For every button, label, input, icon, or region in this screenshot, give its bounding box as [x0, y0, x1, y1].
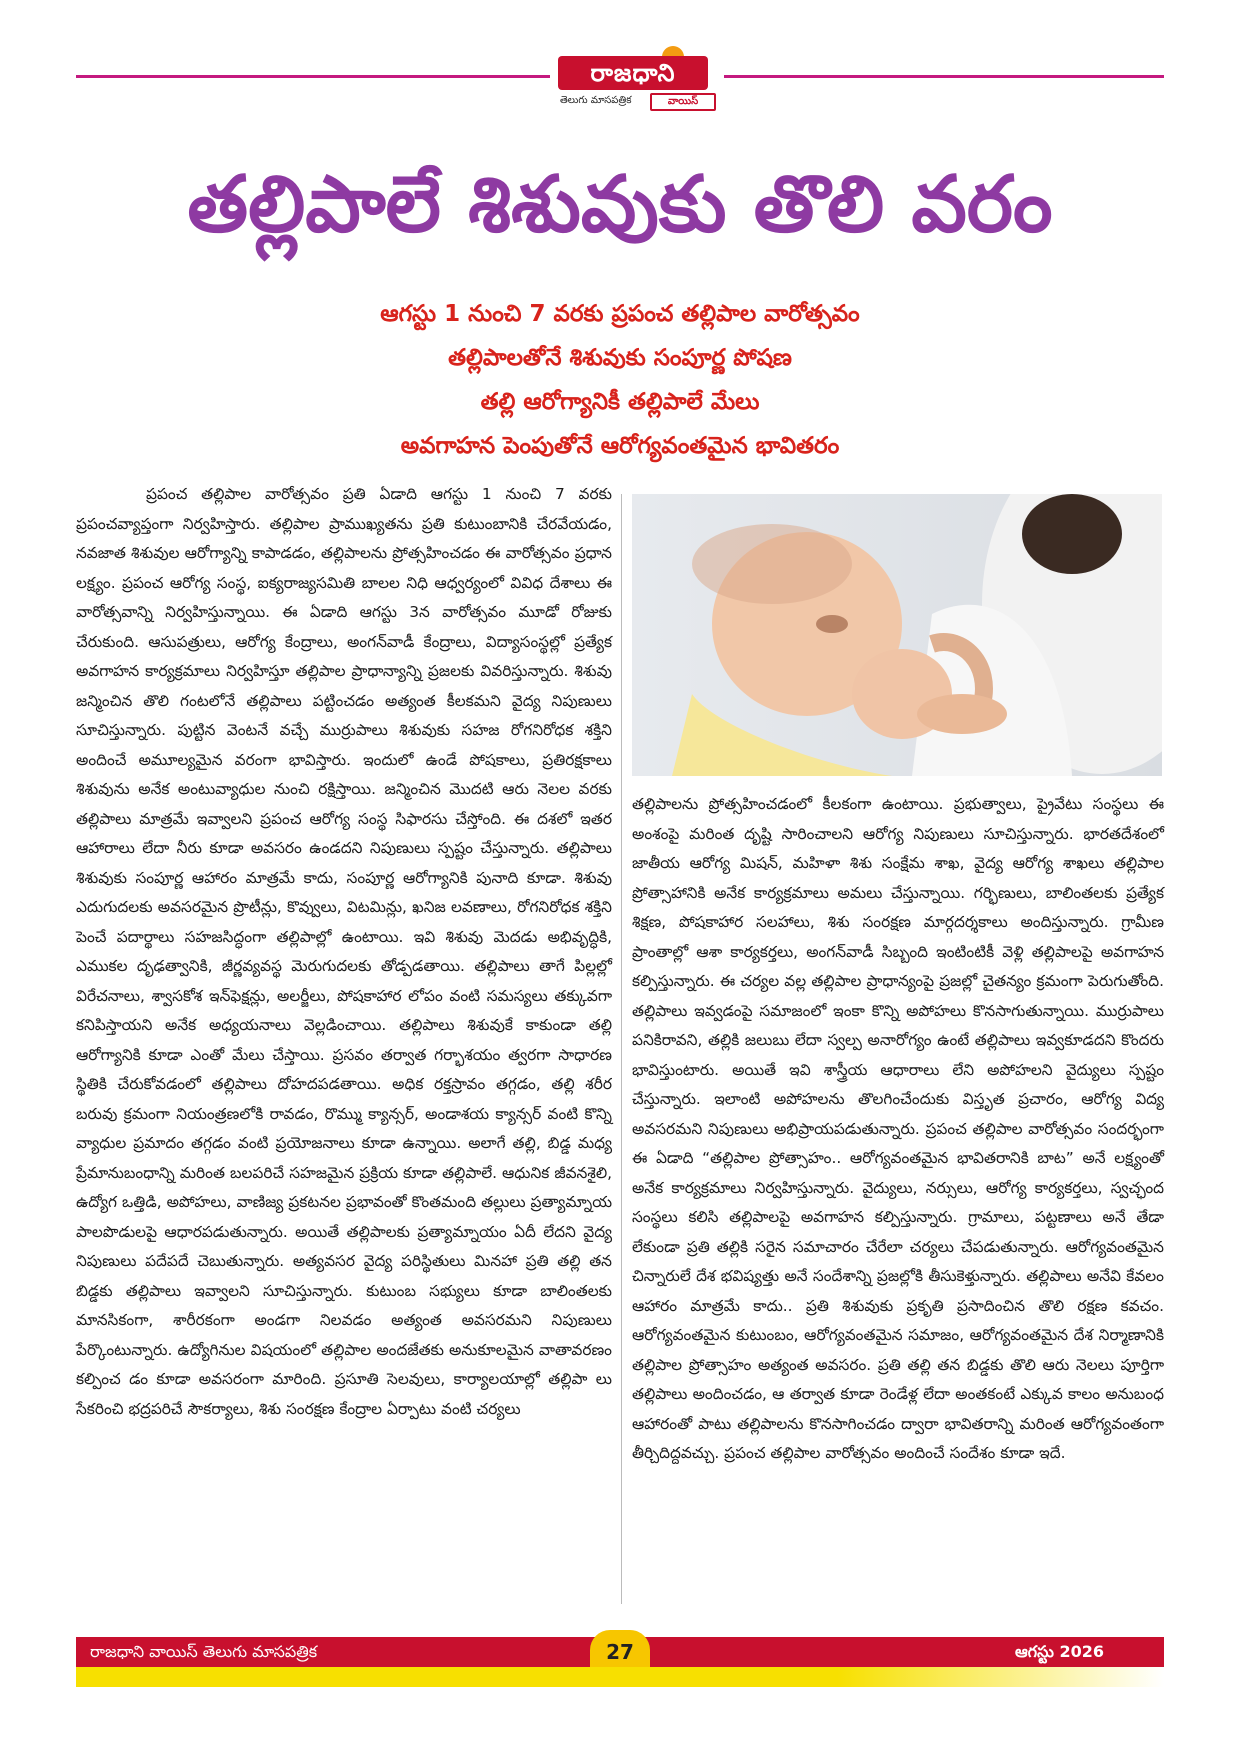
body-text-right: తల్లిపాలను ప్రోత్సహించడంలో కీలకంగా ఉంటాయి. ప్రభుత్వాలు, ప్రైవేటు సంస్థలు ఈ అంశంపై మరింత దృష్టి సారించాలని ఆరోగ్య నిపుణులు సూచిస్తున్నారు. భారతదేశంలో జాతీయ ఆరోగ్య మిషన్, మహిళా శిశు సంక్షేమ శాఖ, వైద్య ఆరోగ్య శాఖలు తల్లిపాల ప్రోత్సాహానికి అనేక కార్యక్రమాలు అమలు చేస్తున్నాయి. గర్భిణులు, బాలింతలకు ప్రత్యేక శిక్షణ, పోషకాహార సలహాలు, శిశు సంరక్షణ మార్గదర్శకాలు అందిస్తున్నారు. గ్రామీణ ప్రాంతాల్లో ఆశా కార్యకర్తలు, అంగన్‌వాడీ సిబ్బంది ఇంటింటికీ వెళ్లి తల్లిపాలపై అవగాహన కల్పిస్తున్నారు. ఈ చర్యల వల్ల తల్లిపాల ప్రాధాన్యంపై ప్రజల్లో చైతన్యం క్రమంగా పెరుగుతోంది. తల్లిపాలు ఇవ్వడంపై సమాజంలో ఇంకా కొన్ని అపోహలు కొనసాగుతున్నాయి. ముర్రుపాలు పనికిరావని, తల్లికి జలుబు లేదా స్వల్ప అనారోగ్యం ఉంటే తల్లిపాలు ఇవ్వకూడదని కొందరు భావిస్తుంటారు. అయితే ఇవి శాస్త్రీయ ఆధారాలు లేని అపోహలని వైద్యులు స్పష్టం చేస్తున్నారు. ఇలాంటి అపోహలను తొలగించేందుకు విస్తృత ప్రచారం, ఆరోగ్య విద్య అవసరమని నిపుణులు అభిప్రాయపడుతున్నారు. ప్రపంచ తల్లిపాల వారోత్సవం సందర్భంగా ఈ ఏడాది “తల్లిపాల ప్రోత్సాహం.. ఆరోగ్యవంతమైన భావితరానికి బాట” అనే లక్ష్యంతో అనేక కార్యక్రమాలు నిర్వహిస్తున్నారు. వైద్యులు, నర్సులు, ఆరోగ్య కార్యకర్తలు, స్వచ్ఛంద సంస్థలు కలిసి తల్లిపాలపై అవగాహన కల్పిస్తున్నారు. గ్రామాలు, పట్టణాలు అనే తేడా లేకుండా ప్రతి తల్లికి సరైన సమాచారం చేరేలా చర్యలు చేపడుతున్నారు. ఆరోగ్యవంతమైన చిన్నారులే దేశ భవిష్యత్తు అనే సందేశాన్ని ప్రజల్లోకి తీసుకెళ్తున్నారు. తల్లిపాలు అనేవి కేవలం ఆహారం మాత్రమే కాదు.. ప్రతి శిశువుకు ప్రకృతి ప్రసాదించిన తొలి రక్షణ కవచం. ఆరోగ్యవంతమైన కుటుంబం, ఆరోగ్యవంతమైన సమాజం, ఆరోగ్యవంతమైన దేశ నిర్మాణానికి తల్లిపాల ప్రోత్సాహం అత్యంత అవసరం. ప్రతి తల్లి తన బిడ్డకు తొలి ఆరు నెలలు పూర్తిగా తల్లిపాలు అందించడం, ఆ తర్వాత కూడా రెండేళ్ల లేదా అంతకంటే ఎక్కువ కాలం అనుబంధ ఆహారంతో పాటు తల్లిపాలను కొనసాగించడం ద్వారా భావితరాన్ని మరింత ఆరోగ్యవంతంగా తీర్చిదిద్దవచ్చు. ప్రపంచ తల్లిపాల వారోత్సవం అందించే సందేశం కూడా ఇదే.	[632, 795, 1164, 1462]
body-column-right	[632, 790, 1164, 1469]
footer-publication: రాజధాని వాయిస్ తెలుగు మాసపత్రిక	[90, 1642, 318, 1661]
page-number: 27	[590, 1630, 650, 1670]
top-rule-right	[724, 75, 1164, 78]
article-headline: తల్లిపాలే శిశువుకు తొలి వరం	[187, 160, 1053, 250]
subheads	[0, 292, 1240, 468]
subhead-3: తల్లి ఆరోగ్యానికీ తల్లిపాలే మేలు	[480, 389, 760, 415]
footer-issue-date: ఆగస్టు 2026	[1015, 1642, 1104, 1661]
mother-baby-photo	[632, 494, 1162, 776]
body-text-left: ప్రపంచ తల్లిపాల వారోత్సవం ప్రతి ఏడాది ఆగస్టు 1 నుంచి 7 వరకు ప్రపంచవ్యాప్తంగా నిర్వహిస్తారు. తల్లిపాల ప్రాముఖ్యతను ప్రతి కుటుంబానికి చేరవేయడం, నవజాత శిశువుల ఆరోగ్యాన్ని కాపాడడం, తల్లిపాలను ప్రోత్సహించడం ఈ వారోత్సవం ప్రధాన లక్ష్యం. ప్రపంచ ఆరోగ్య సంస్థ, ఐక్యరాజ్యసమితి బాలల నిధి ఆధ్వర్యంలో వివిధ దేశాలు ఈ వారోత్సవాన్ని నిర్వహిస్తున్నాయి. ఈ ఏడాది ఆగస్టు 3న వారోత్సవం మూడో రోజుకు చేరుకుంది. ఆసుపత్రులు, ఆరోగ్య కేంద్రాలు, అంగన్‌వాడీ కేంద్రాలు, విద్యాసంస్థల్లో ప్రత్యేక అవగాహన కార్యక్రమాలు నిర్వహిస్తూ తల్లిపాల ప్రాధాన్యాన్ని ప్రజలకు వివరిస్తున్నారు. శిశువు జన్మించిన తొలి గంటలోనే తల్లిపాలు పట్టించడం అత్యంత కీలకమని వైద్య నిపుణులు సూచిస్తున్నారు. పుట్టిన వెంటనే వచ్చే ముర్రుపాలు శిశువుకు సహజ రోగనిరోధక శక్తిని అందించే అమూల్యమైన వరంగా భావిస్తారు. ఇందులో ఉండే పోషకాలు, ప్రతిరక్షకాలు శిశువును అనేక అంటువ్యాధుల నుంచి రక్షిస్తాయి. జన్మించిన మొదటి ఆరు నెలల వరకు తల్లిపాలు మాత్రమే ఇవ్వాలని ప్రపంచ ఆరోగ్య సంస్థ సిఫారసు చేస్తోంది. ఈ దశలో ఇతర ఆహారాలు లేదా నీరు కూడా అవసరం ఉండదని నిపుణులు స్పష్టం చేస్తున్నారు. తల్లిపాలు శిశువుకు సంపూర్ణ ఆహారం మాత్రమే కాదు, సంపూర్ణ ఆరోగ్యానికి పునాది కూడా. శిశువు ఎదుగుదలకు అవసరమైన ప్రొటీన్లు, కొవ్వులు, విటమిన్లు, ఖనిజ లవణాలు, రోగనిరోధక శక్తిని పెంచే పదార్థాలు సహజసిద్ధంగా తల్లిపాల్లో ఉంటాయి. ఇవి శిశువు మెదడు అభివృద్ధికి, ఎముకల దృఢత్వానికి, జీర్ణవ్యవస్థ మెరుగుదలకు తోడ్పడతాయి. తల్లిపాలు తాగే పిల్లల్లో విరేచనాలు, శ్వాసకోశ ఇన్‌ఫెక్షన్లు, అలర్జీలు, పోషకాహార లోపం వంటి సమస్యలు తక్కువగా కనిపిస్తాయని అనేక అధ్యయనాలు వెల్లడించాయి. తల్లిపాలు శిశువుకే కాకుండా తల్లి ఆరోగ్యానికి కూడా ఎంతో మేలు చేస్తాయి. ప్రసవం తర్వాత గర్భాశయం త్వరగా సాధారణ స్థితికి చేరుకోవడంలో తల్లిపాలు దోహదపడతాయి. అధిక రక్తస్రావం తగ్గడం, తల్లి శరీర బరువు క్రమంగా నియంత్రణలోకి రావడం, రొమ్ము క్యాన్సర్, అండాశయ క్యాన్సర్ వంటి కొన్ని వ్యాధుల ప్రమాదం తగ్గడం వంటి ప్రయోజనాలు కూడా ఉన్నాయి. అలాగే తల్లి, బిడ్డ మధ్య ప్రేమానుబంధాన్ని మరింత బలపరిచే సహజమైన ప్రక్రియ కూడా తల్లిపాలే. ఆధునిక జీవనశైలి, ఉద్యోగ ఒత్తిడి, అపోహలు, వాణిజ్య ప్రకటనల ప్రభావంతో కొంతమంది తల్లులు ప్రత్యామ్నాయ పాలపొడులపై ఆధారపడుతున్నారు. అయితే తల్లిపాలకు ప్రత్యామ్నాయం ఏదీ లేదని వైద్య నిపుణులు పదేపదే చెబుతున్నారు. అత్యవసర వైద్య పరిస్థితులు మినహా ప్రతి తల్లి తన బిడ్డకు తల్లిపాలు ఇవ్వాలని సూచిస్తున్నారు. కుటుంబ సభ్యులు కూడా బాలింతలకు మానసికంగా, శారీరకంగా అండగా నిలవడం అత్యంత అవసరమని నిపుణులు పేర్కొంటున్నారు. ఉద్యోగినుల విషయంలో తల్లిపాల అందజేతకు అనుకూలమైన వాతావరణం కల్పించ డం కూడా అవసరంగా మారింది. ప్రసూతి సెలవులు, కార్యాలయాల్లో తల్లిపా లు సేకరించి భద్రపరిచే సౌకర్యాలు, శిశు సంరక్షణ కేంద్రాల ఏర్పాటు వంటి చర్యలు	[76, 485, 612, 1418]
logo-text: రాజధాని	[558, 56, 708, 90]
subhead-1: ఆగస్టు 1 నుంచి 7 వరకు ప్రపంచ తల్లిపాల వారోత్సవం	[380, 301, 860, 327]
logo-tag: వాయిస్	[650, 93, 716, 111]
top-rule-left	[76, 75, 550, 78]
breastfeeding-illustration	[632, 494, 1162, 776]
subhead-4: అవగాహన పెంపుతోనే ఆరోగ్యవంతమైన భావితరం	[400, 433, 840, 459]
column-divider	[621, 494, 622, 1604]
body-column-left	[76, 480, 612, 1424]
footer-yellow-strip	[76, 1667, 1164, 1687]
masthead-logo	[558, 50, 718, 110]
subhead-2: తల్లిపాలతోనే శిశువుకు సంపూర్ణ పోషణ	[448, 345, 792, 371]
logo-subtitle: తెలుగు మాసపత్రిక	[560, 95, 632, 106]
